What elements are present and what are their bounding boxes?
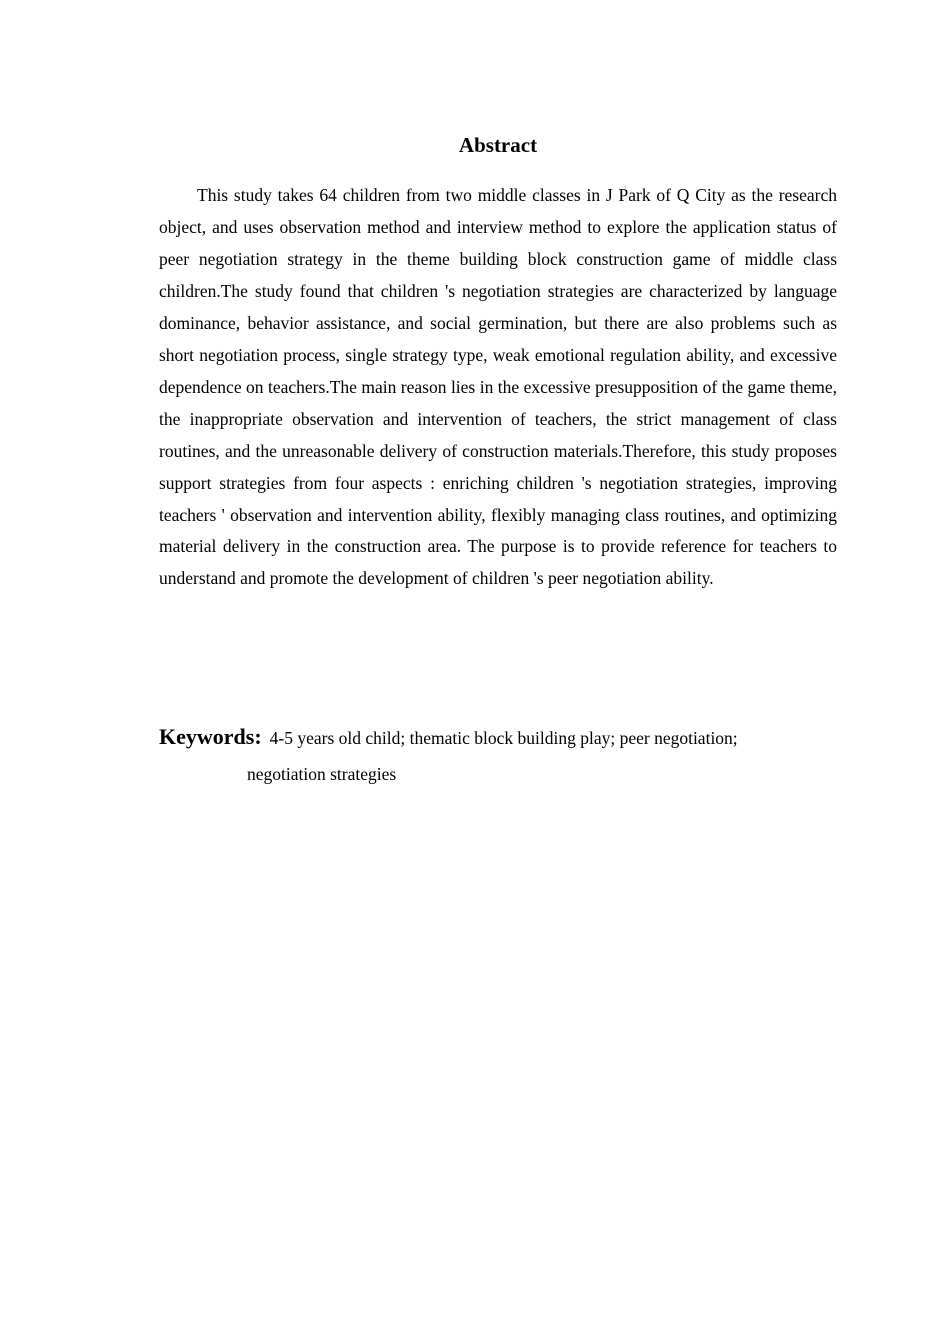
abstract-title: Abstract [458, 133, 538, 157]
abstract-body: This study takes 64 children from two middle classes in J Park of Q City as the research object, and uses observation method and interview method to explore the application status of peer negotiation strategy in the theme building block construction game of middle class children.The study found that children 's negotiation strategies are characterized by language dominance, behavior assistance, and social germination, but there are also problems such as short negotiation process, single strategy type, weak emotional regulation ability, and excessive dependence on teachers.The main reason lies in the excessive presupposition of the game theme, the inappropriate observation and intervention of teachers, the strict management of class routines, and the unreasonable delivery of construction materials.Therefore, this study proposes support strategies from four aspects : enriching children 's negotiation strategies, improving teachers ' observation and intervention ability, flexibly managing class routines, and optimizing material delivery in the construction area. The purpose is to provide reference for teachers to understand and promote the development of children 's peer negotiation ability. [159, 185, 837, 589]
keywords-section [159, 720, 837, 791]
keywords-text-line-1: 4-5 years old child; thematic block building play; peer negotiation; [269, 728, 738, 748]
keywords-line-1 [159, 720, 837, 757]
keywords-label: Keywords: [159, 724, 262, 749]
keywords-text-line-2: negotiation strategies [247, 764, 397, 784]
